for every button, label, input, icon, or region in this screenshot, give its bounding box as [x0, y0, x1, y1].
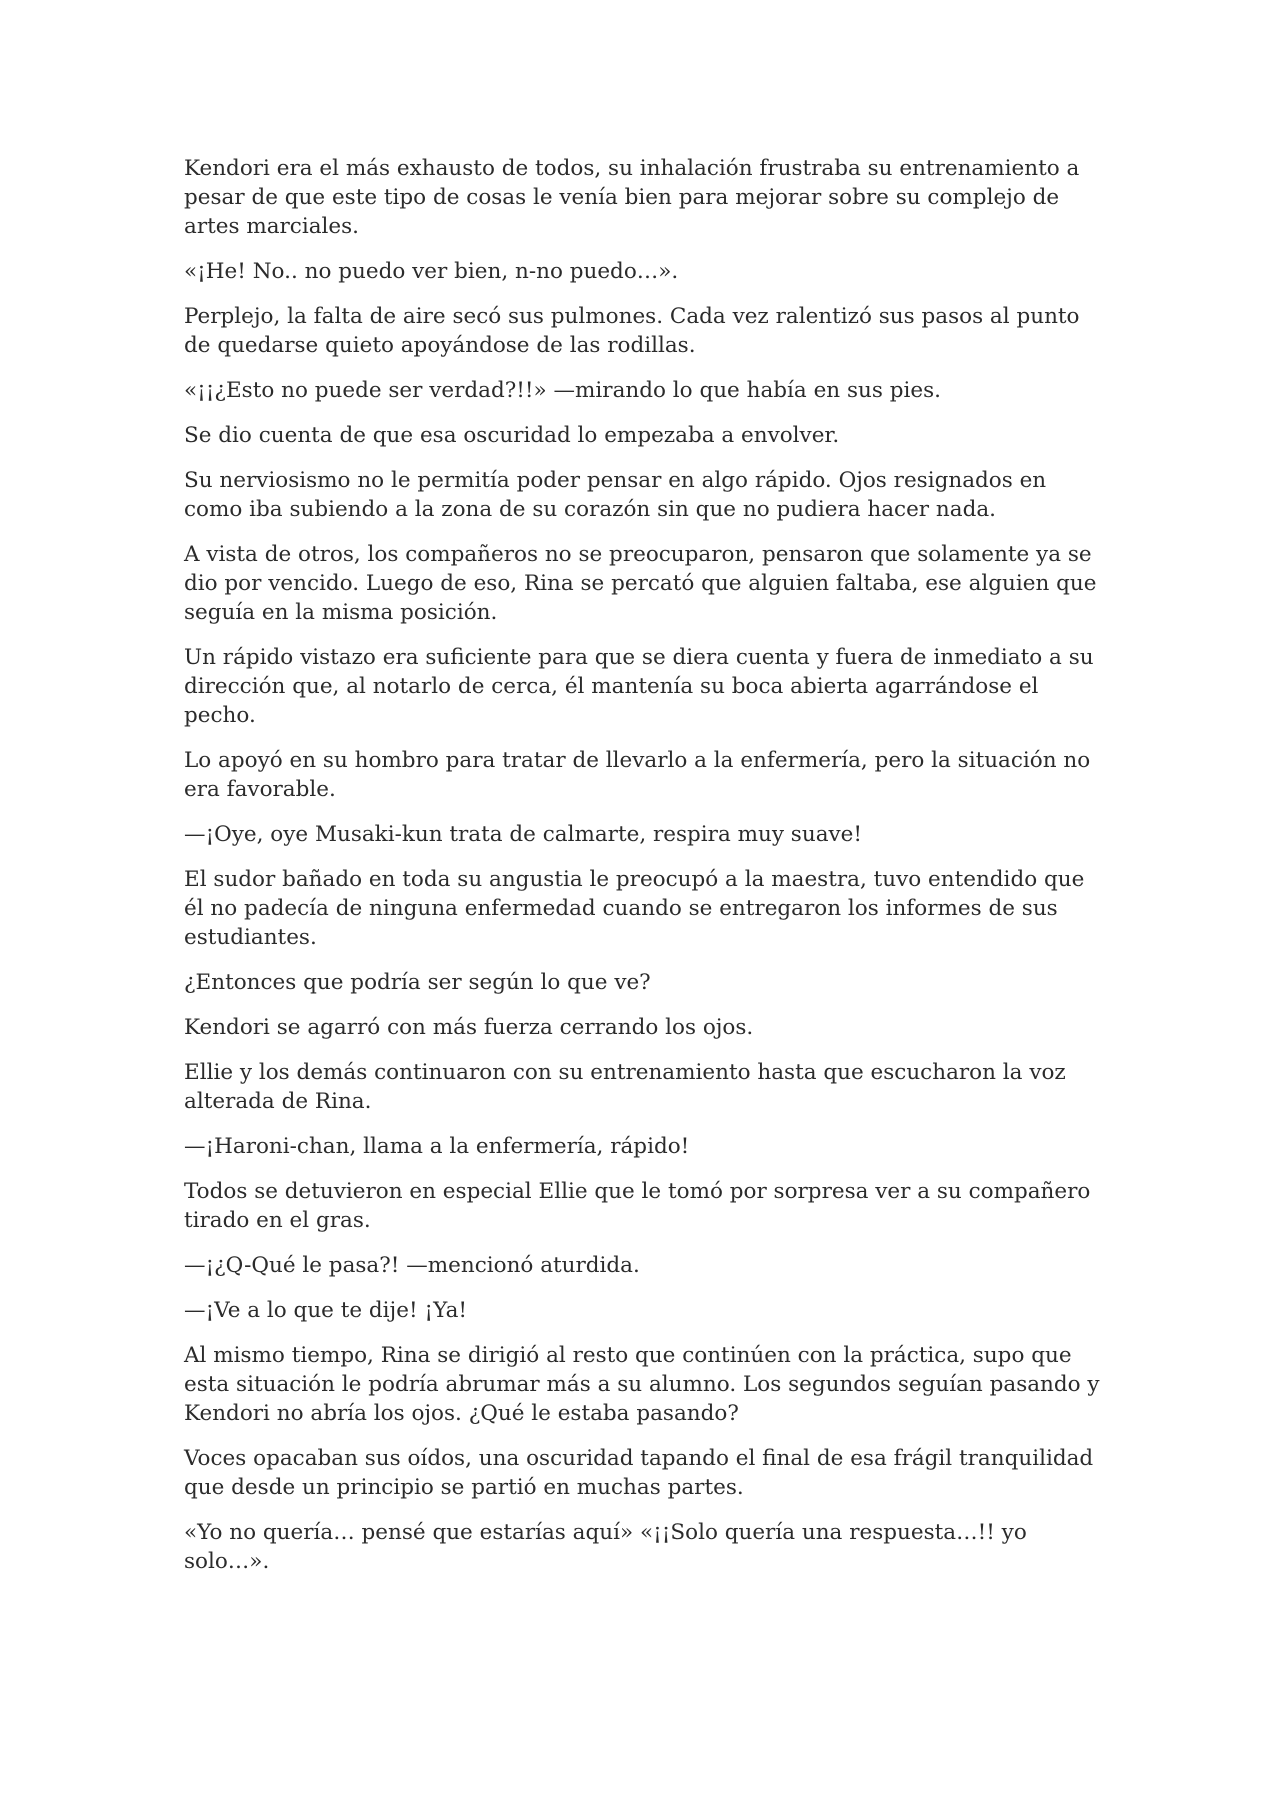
paragraph: A vista de otros, los compañeros no se preocuparon, pensaron que solamente ya se dio por vencido. Luego de eso, Rina se percató que alguien faltaba, ese alguien que seguía en la misma posición.: [184, 542, 1097, 625]
paragraph: «¡He! No.. no puedo ver bien, n-no puedo…».: [184, 259, 679, 284]
paragraph: Su nerviosismo no le permitía poder pensar en algo rápido. Ojos resignados en como iba subiendo a la zona de su corazón sin que no pudiera hacer nada.: [184, 468, 1047, 522]
paragraph: Kendori se agarró con más fuerza cerrando los ojos.: [184, 1015, 754, 1040]
paragraph: Se dio cuenta de que esa oscuridad lo empezaba a envolver.: [184, 423, 840, 448]
paragraph: «¡¡¿Esto no puede ser verdad?!!» —mirando lo que había en sus pies.: [184, 378, 941, 403]
paragraph: Kendori era el más exhausto de todos, su inhalación frustraba su entrenamiento a pesar de que este tipo de cosas le venía bien para mejorar sobre su complejo de artes marciales.: [184, 156, 1080, 239]
paragraph: —¡Haroni-chan, llama a la enfermería, rápido!: [184, 1134, 690, 1159]
paragraph: ¿Entonces que podría ser según lo que ve?: [184, 970, 651, 995]
paragraph: Ellie y los demás continuaron con su entrenamiento hasta que escucharon la voz alterada de Rina.: [184, 1060, 1066, 1114]
paragraph: Al mismo tiempo, Rina se dirigió al resto que continúen con la práctica, supo que esta situación le podría abrumar más a su alumno. Los segundos seguían pasando y Kendori no abría los ojos. ¿Qué le estaba pasando?: [184, 1343, 1100, 1426]
paragraph: El sudor bañado en toda su angustia le preocupó a la maestra, tuvo entendido que él no padecía de ninguna enfermedad cuando se entregaron los informes de sus estudiantes.: [184, 867, 1085, 950]
paragraph: —¡¿Q-Qué le pasa?! —mencionó aturdida.: [184, 1253, 640, 1278]
paragraph: Perplejo, la falta de aire secó sus pulmones. Cada vez ralentizó sus pasos al punto de quedarse quieto apoyándose de las rodillas.: [184, 304, 1080, 358]
paragraph: Todos se detuvieron en especial Ellie que le tomó por sorpresa ver a su compañero tirado en el gras.: [184, 1179, 1091, 1233]
document-body: [184, 154, 1104, 1592]
paragraph: —¡Oye, oye Musaki-kun trata de calmarte, respira muy suave!: [184, 822, 863, 847]
paragraph: «Yo no quería… pensé que estarías aquí» «¡¡Solo quería una respuesta…!! yo solo…».: [184, 1520, 1027, 1574]
paragraph: Lo apoyó en su hombro para tratar de llevarlo a la enfermería, pero la situación no era favorable.: [184, 748, 1091, 802]
paragraph: —¡Ve a lo que te dije! ¡Ya!: [184, 1298, 468, 1323]
paragraph: Voces opacaban sus oídos, una oscuridad tapando el final de esa frágil tranquilidad que desde un principio se partió en muchas partes.: [184, 1446, 1094, 1500]
paragraph: Un rápido vistazo era suficiente para que se diera cuenta y fuera de inmediato a su dirección que, al notarlo de cerca, él mantenía su boca abierta agarrándose el pecho.: [184, 645, 1094, 728]
